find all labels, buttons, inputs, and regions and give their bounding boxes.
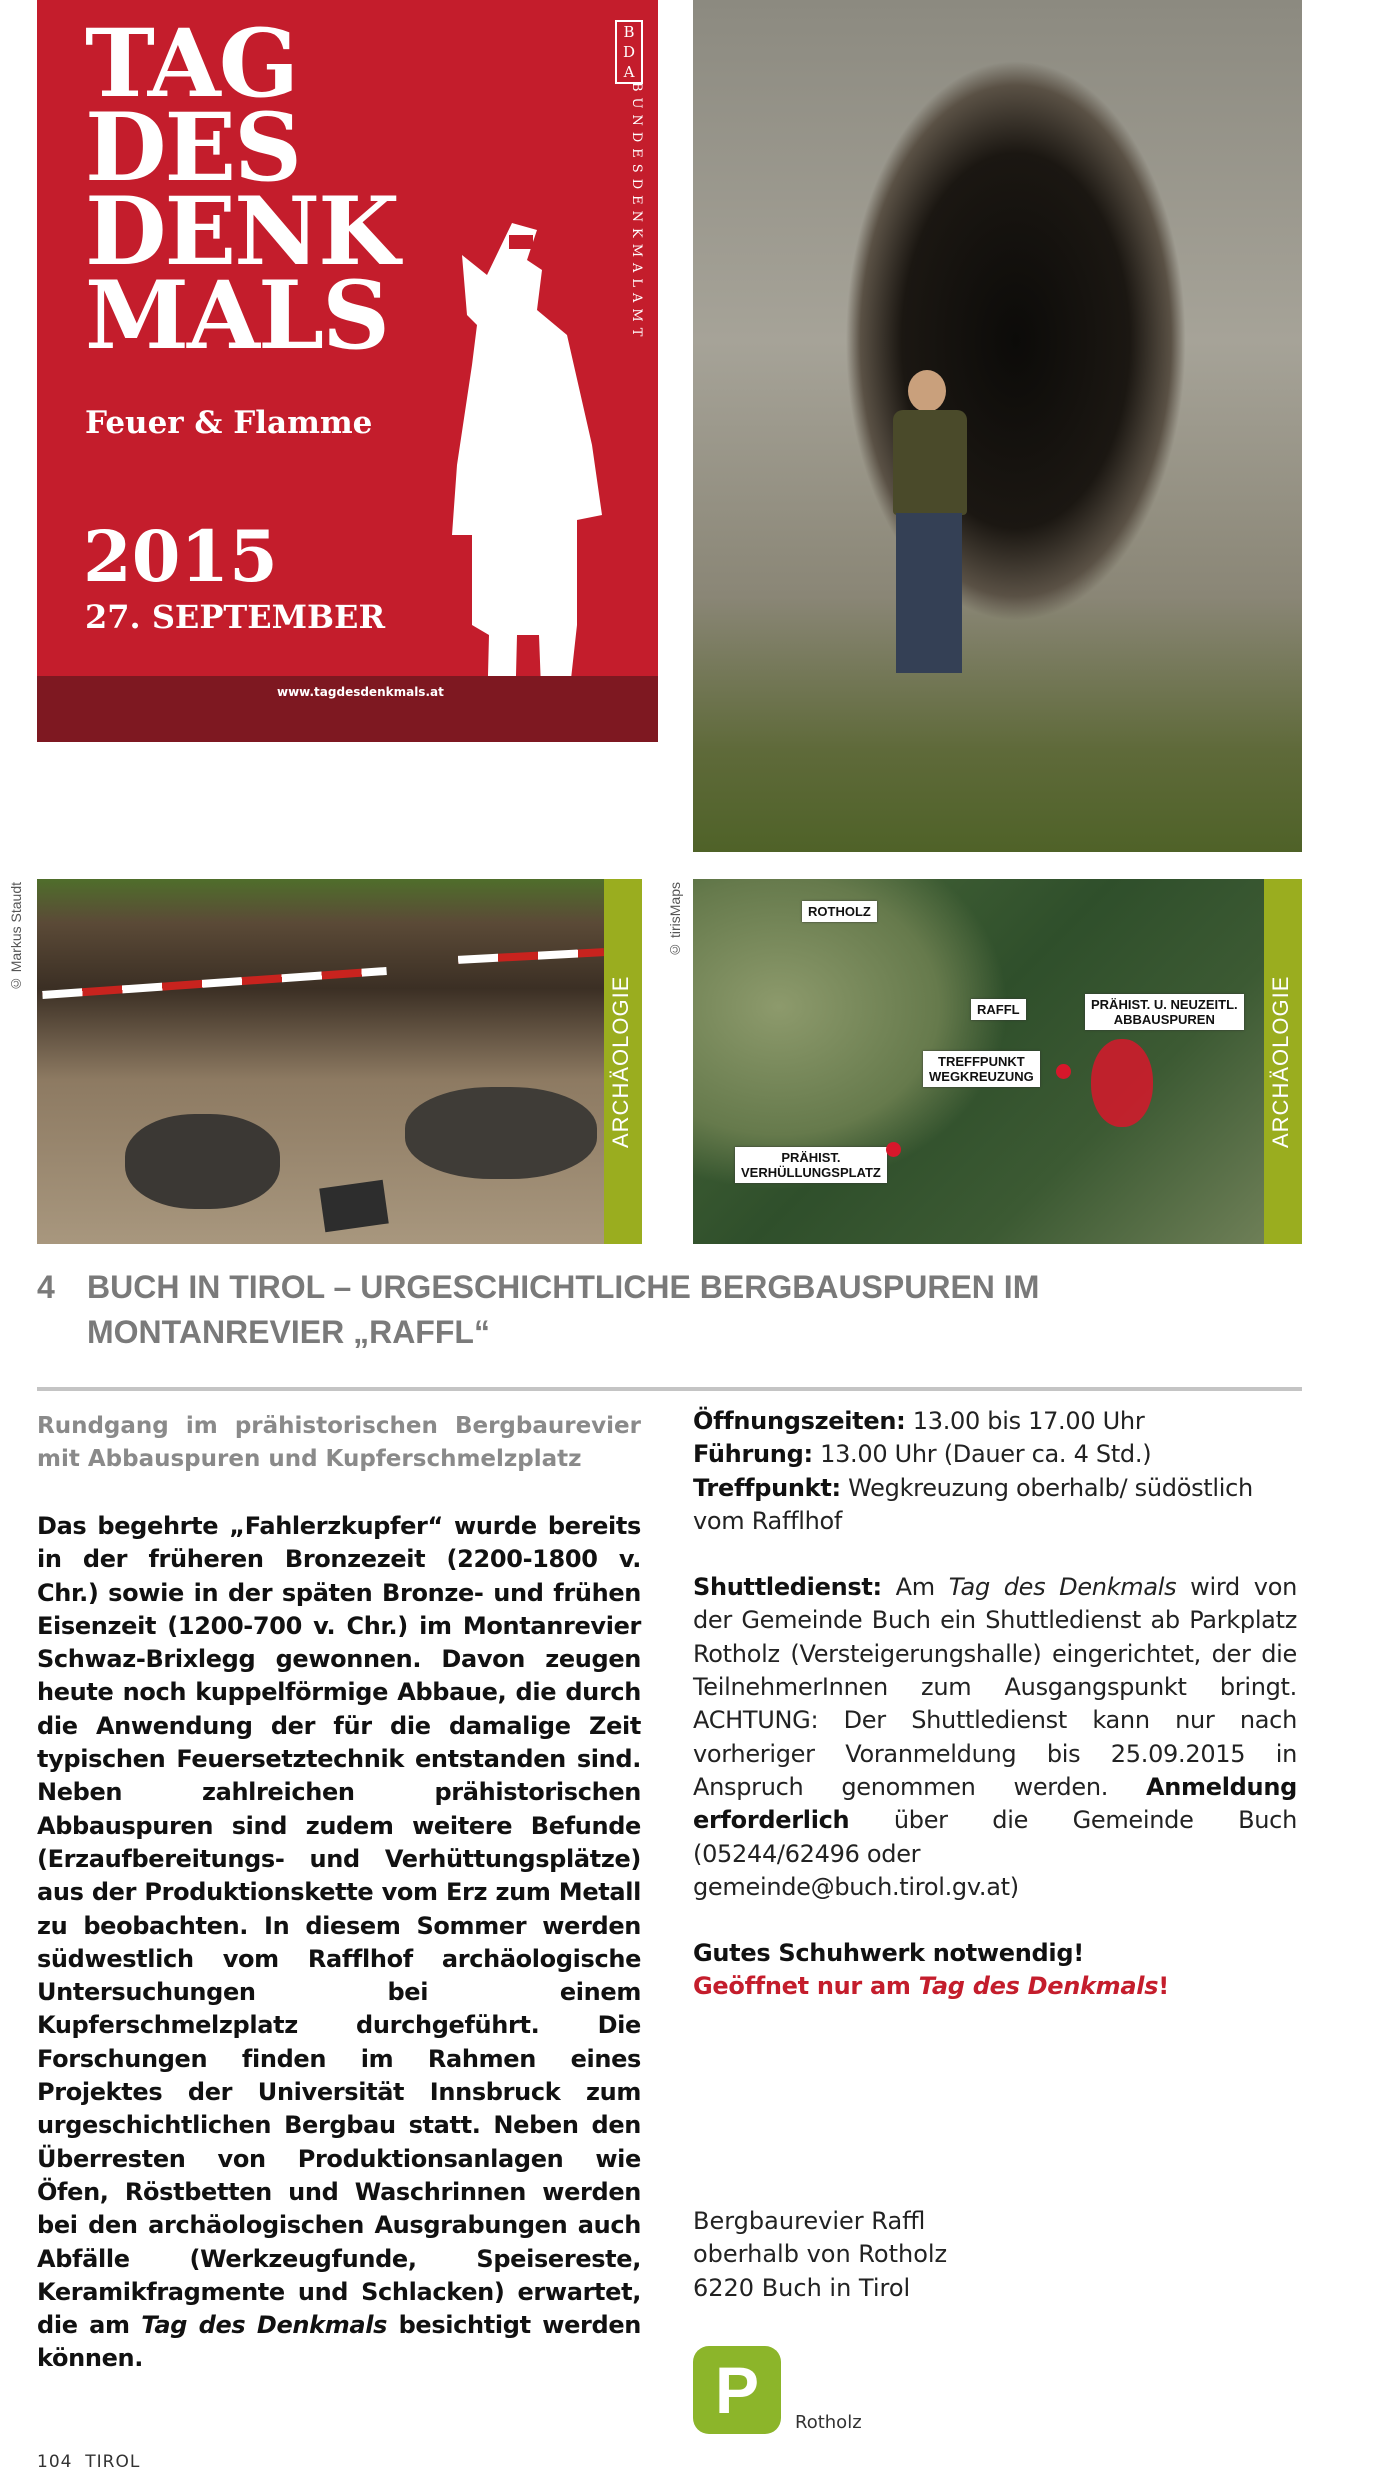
article-title-line: BUCH IN TIROL – URGESCHICHTLICHE BERGBAUSPUREN IM xyxy=(87,1269,1040,1305)
contact-email[interactable]: gemeinde@buch.tirol.gv.at) xyxy=(693,1872,1019,1901)
open-note-text: Geöffnet nur am xyxy=(693,1972,919,2001)
event-info xyxy=(693,1405,1297,2004)
info-label: Shuttledienst: xyxy=(693,1573,882,1602)
body-text xyxy=(37,1510,641,2376)
category-strip xyxy=(604,879,642,1244)
event-name: Tag des Denkmals xyxy=(918,1972,1159,2001)
map-label-line: PRÄHIST. xyxy=(781,1150,841,1165)
measuring-rod xyxy=(458,948,604,964)
event-name: Tag des Denkmals xyxy=(948,1573,1177,1602)
map-credit: © tirisMaps xyxy=(667,882,683,958)
bda-letter: A xyxy=(623,63,635,81)
site-map xyxy=(693,879,1264,1244)
bda-letter: D xyxy=(622,43,636,61)
meeting-point-marker xyxy=(1056,1064,1071,1079)
event-poster xyxy=(37,0,658,742)
info-label: Anmeldung erforderlich xyxy=(693,1772,1297,1835)
poster-subtitle: Feuer & Flamme xyxy=(85,405,373,441)
category-strip xyxy=(1264,879,1302,1244)
map-label-raffl: RAFFL xyxy=(971,999,1026,1020)
poster-title-line: DES xyxy=(85,93,301,203)
info-label: Führung: xyxy=(693,1440,813,1469)
bda-letter: B xyxy=(623,23,635,41)
spacer xyxy=(693,1538,1297,1571)
spacer xyxy=(693,1904,1297,1937)
photographer-silhouette xyxy=(417,215,617,715)
slag-stone xyxy=(405,1087,597,1179)
info-value: 13.00 bis 17.00 Uhr xyxy=(905,1407,1145,1435)
article-title-line: MONTANREVIER „RAFFL“ xyxy=(87,1314,490,1350)
bda-name: BUNDESDENKMALAMT xyxy=(629,82,644,343)
opening-hours xyxy=(693,1405,1297,1438)
lead-text: Rundgang im prähistorischen Bergbaurevier mit Abbauspuren und Kupferschmelzplatz xyxy=(37,1413,641,1472)
poster-year: 2015 xyxy=(83,515,278,598)
info-value: Am xyxy=(881,1573,949,1602)
map-label-line: WEGKREUZUNG xyxy=(929,1069,1034,1084)
heading-divider xyxy=(37,1387,1302,1391)
category-label: ARCHÄOLOGIE xyxy=(1268,975,1293,1148)
open-note-text: ! xyxy=(1158,1972,1169,2001)
map-label-abbauspuren xyxy=(1085,994,1244,1030)
map-label-line: VERHÜLLUNGSPLATZ xyxy=(741,1165,881,1180)
shoes-note xyxy=(693,1937,1297,1970)
map-label-treffpunkt xyxy=(923,1051,1040,1087)
find-label xyxy=(319,1180,389,1232)
map-label-line: ABBAUSPUREN xyxy=(1113,1012,1215,1027)
map-label-line: PRÄHIST. U. NEUZEITL. xyxy=(1091,997,1238,1012)
address-line: oberhalb von Rotholz xyxy=(693,2240,948,2269)
tour-info xyxy=(693,1438,1297,1471)
map-label-rotholz: ROTHOLZ xyxy=(802,901,877,922)
poster-title xyxy=(85,9,398,371)
info-value: wird von der Gemeinde Buch ein Shuttledienst ab Parkplatz Rotholz (Versteigerungshalle) eingerichtet, der die TeilnehmerInnen zum Ausgangspunkt bringt. ACHTUNG: Der Shuttledienst kann nur nach vorheriger Voranmeldung bis 25.09.2015 in Anspruch genommen werden. xyxy=(693,1573,1297,1801)
shuttle-info xyxy=(693,1571,1297,1871)
measuring-rod xyxy=(42,967,387,999)
person-head xyxy=(908,370,946,412)
open-note xyxy=(693,1970,1297,2003)
article-number: 4 xyxy=(37,1269,55,1305)
section-name: TIROL xyxy=(85,2452,141,2472)
excavation-photo xyxy=(37,879,604,1244)
verhuellungsplatz-marker xyxy=(886,1142,901,1157)
category-label: ARCHÄOLOGIE xyxy=(608,975,633,1148)
article-title xyxy=(87,1265,1187,1355)
address-line: Bergbaurevier Raffl xyxy=(693,2207,926,2235)
cave-photo xyxy=(693,0,1302,852)
info-label: Treffpunkt: xyxy=(693,1473,841,1502)
info-value: über die Gemeinde Buch (05244/62496 oder xyxy=(693,1806,1297,1868)
info-value: Wegkreuzung oberhalb/ südöstlich vom Rafflhof xyxy=(693,1473,1253,1535)
poster-url[interactable]: www.tagdesdenkmals.at xyxy=(277,685,444,699)
photo-credit: © Markus Staudt xyxy=(8,882,24,993)
person-body xyxy=(893,410,967,515)
map-label-line: TREFFPUNKT xyxy=(938,1054,1025,1069)
meeting-point xyxy=(693,1472,1297,1539)
parking-label: Rotholz xyxy=(795,2412,862,2433)
poster-title-line: TAG xyxy=(85,9,298,119)
bda-logo xyxy=(615,20,643,84)
page-number: 104 xyxy=(37,2452,73,2472)
parking-icon: P xyxy=(693,2346,781,2434)
slag-stone xyxy=(125,1114,280,1209)
venue-address xyxy=(693,2205,1093,2305)
info-value: 13.00 Uhr (Dauer ca. 4 Std.) xyxy=(812,1440,1152,1469)
event-name: Tag des Denkmals xyxy=(141,2311,388,2340)
body-paragraph-end: besichtigt werden können. xyxy=(37,2311,641,2373)
poster-date: 27. SEPTEMBER xyxy=(85,598,386,636)
address-line: 6220 Buch in Tirol xyxy=(693,2273,911,2302)
person-legs xyxy=(896,513,962,673)
mining-area-marker xyxy=(1091,1039,1153,1127)
info-label: Öffnungszeiten: xyxy=(693,1407,906,1435)
poster-title-line: DENK xyxy=(85,177,398,287)
map-label-verhuellungsplatz xyxy=(735,1147,887,1183)
body-paragraph: Das begehrte „Fahlerzkupfer“ wurde bereits in der früheren Bronzezeit (2200-1800 v. Chr.) sowie in der späten Bronze- und frühen Eisenzeit (1200-700 v. Chr.) im Montanrevier Schwaz-Brixlegg gewonnen. Davon zeugen heute noch kuppelförmige Abbaue, die durch die Anwendung der für die damalige Zeit typischen Feuersetztechnik entstanden sind. Neben zahlreichen prähistorischen Abbauspuren sind zudem weitere Befunde (Erzaufbereitungs- und Verhüttungsplätze) aus der Produktionskette vom Erz zum Metall zu beobachten. In diesem Sommer werden südwestlich vom Rafflhof archäologische Untersuchungen bei einem Kupferschmelzplatz durchgeführt. Die Forschungen finden im Rahmen eines Projektes der Universität Innsbruck zum urgeschichtlichen Bergbau statt. Neben den Überresten von Produktionsanlagen wie Öfen, Röstbetten und Waschrinnen werden bei den archäologischen Ausgrabungen auch Abfälle (Werkzeugfunde, Speisereste, Keramikfragmente und Schlacken) erwartet, die am xyxy=(37,1512,641,2340)
poster-title-line: MALS xyxy=(85,261,388,371)
page-footer xyxy=(37,2452,140,2472)
info-label: Gutes Schuhwerk notwendig! xyxy=(693,1939,1084,1968)
